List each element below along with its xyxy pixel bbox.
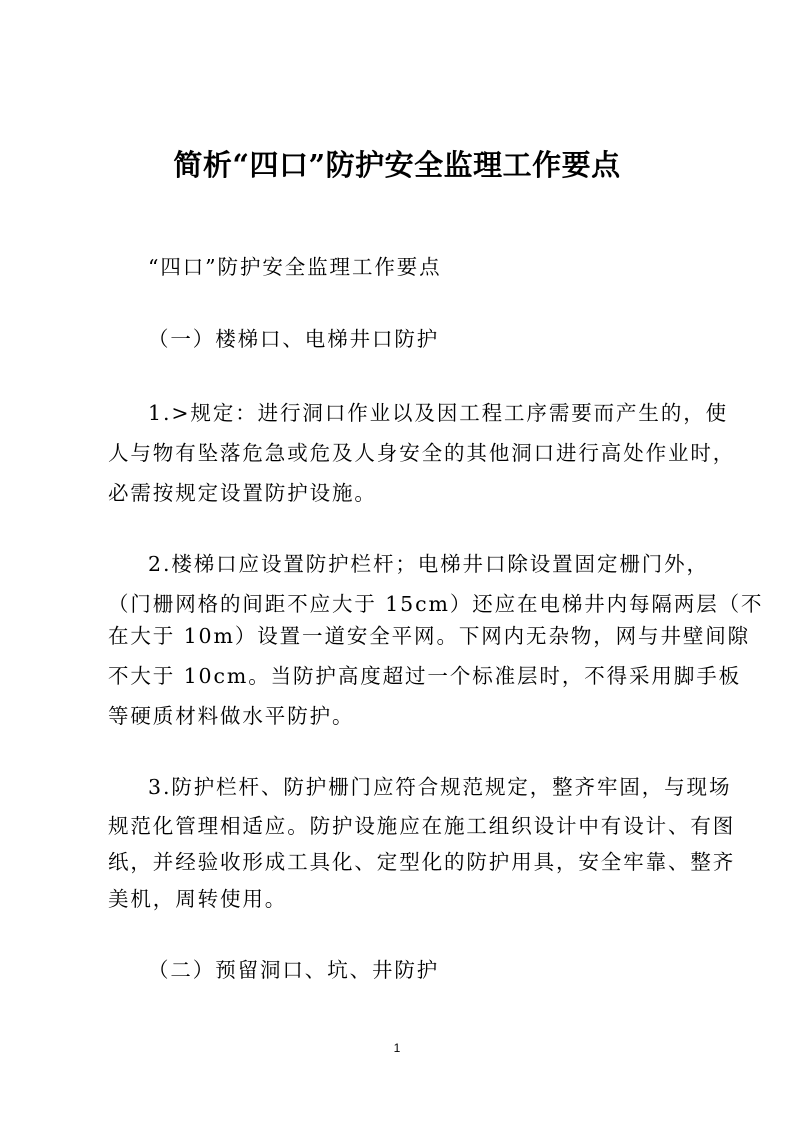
page-number: 1 [393, 1041, 401, 1055]
paragraph-line: 必需按规定设置防护设施。 [108, 481, 377, 505]
paragraph-line: 不大于 10cm。当防护高度超过一个标准层时，不得采用脚手板 [108, 664, 742, 688]
section-heading-2: （二）预留洞口、坑、井防护 [148, 958, 440, 982]
paragraph-line: 3.防护栏杆、防护栅门应符合规范规定，整齐牢固，与现场 [148, 775, 732, 799]
paragraph-line: 2.楼梯口应设置防护栏杆；电梯井口除设置固定栅门外， [148, 552, 709, 576]
paragraph-line: 人与物有坠落危急或危及人身安全的其他洞口进行高处作业时， [108, 441, 736, 465]
paragraph-line: （门栅网格的间距不应大于 15cm）还应在电梯井内每隔两层（不 [108, 592, 764, 616]
paragraph-line: 纸，并经验收形成工具化、定型化的防护用具，安全牢靠、整齐 [108, 850, 736, 874]
paragraph-line: 1.>规定：进行洞口作业以及因工程工序需要而产生的，使 [148, 401, 729, 425]
paragraph-line: 规范化管理相适应。防护设施应在施工组织设计中有设计、有图 [108, 814, 736, 838]
section-heading-1: （一）楼梯口、电梯井口防护 [148, 327, 440, 351]
paragraph-line: 等硬质材料做水平防护。 [108, 704, 355, 728]
paragraph-line: 在大于 10m）设置一道安全平网。下网内无杂物，网与井壁间隙 [108, 624, 751, 648]
document-title: 简析“四口”防护安全监理工作要点 [173, 148, 621, 182]
paragraph-line: 美机，周转使用。 [108, 887, 288, 911]
document-subtitle: “四口”防护安全监理工作要点 [148, 255, 442, 279]
